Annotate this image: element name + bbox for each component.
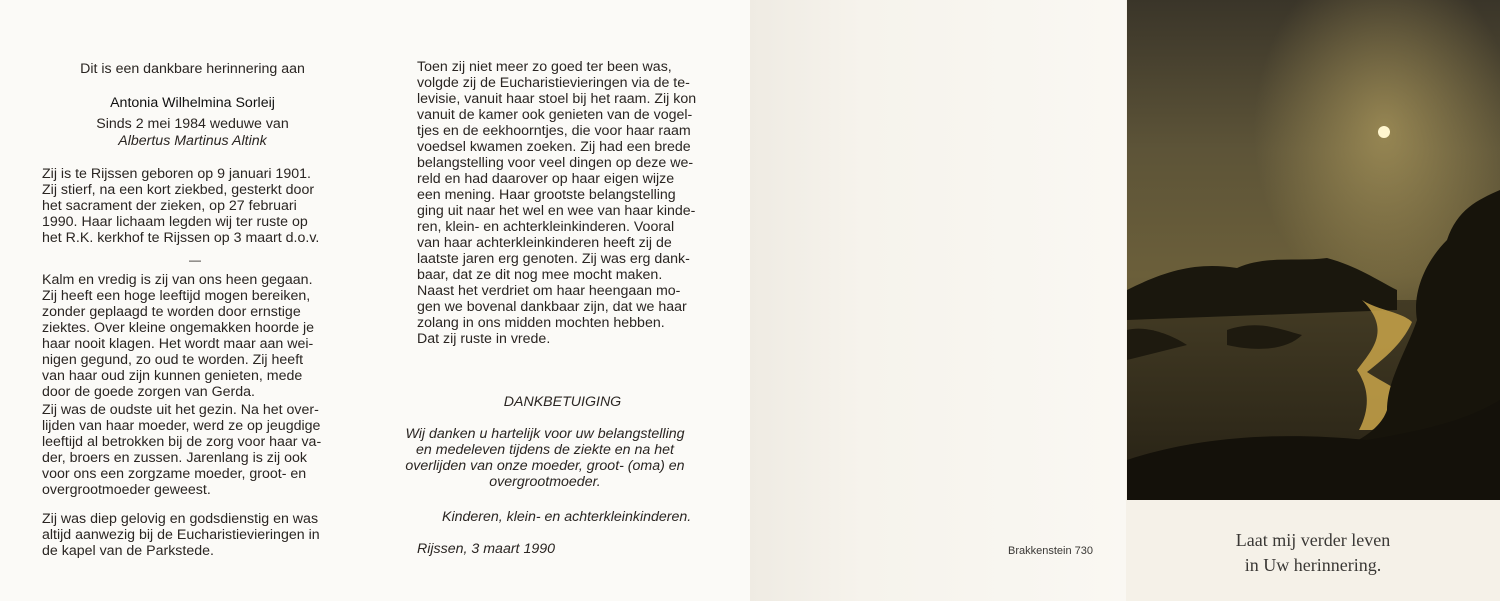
story-line: ren, klein- en achterkleinkinderen. Vooral [417,219,675,235]
story-line: reld en had daarover op haar eigen wijze [417,171,675,187]
story-line: altijd aanwezig bij de Eucharistievieringen in [42,527,320,543]
card-panel-left [0,0,375,601]
family-signature: Kinderen, klein- en achterkleinkinderen. [442,509,692,525]
story-line: voedsel kwamen zoeken. Zij had een brede [417,139,691,155]
photo-caption-line-1: Laat mij verder leven [1235,530,1391,550]
story-line: ziektes. Over kleine ongemakken hoorde je [42,320,315,336]
story-line: Dat zij ruste in vrede. [417,331,551,347]
bio-line: het R.K. kerkhof te Rijssen op 3 maart d.o.v. [42,230,320,246]
thanks-line: Wij danken u hartelijk voor uw belangstelling [405,426,685,442]
story-line: Zij was de oudste uit het gezin. Na het over- [42,402,319,418]
story-line: zolang in ons midden mochten hebben. [417,315,665,331]
bio-line: het sacrament der zieken, op 27 februari [42,198,297,214]
story-line: een mening. Haar grootste belangstelling [417,187,676,203]
story-line: ging uit naar het wel en wee van haar kinde- [417,203,696,219]
story-line: van haar oud zijn kunnen genieten, mede [42,368,303,384]
sun-icon [1378,126,1390,138]
place-date: Rijssen, 3 maart 1990 [417,541,556,557]
husband-name: Albertus Martinus Altink [118,133,267,149]
publisher-code: Brakkenstein 730 [1008,545,1093,557]
thanks-line: overgrootmoeder. [489,474,601,490]
photo-caption-line-2: in Uw herinnering. [1244,555,1382,575]
thanks-line: overlijden van onze moeder, groot- (oma) en [405,458,685,474]
sunset-river-illustration [1127,0,1500,500]
story-line: vanuit de kamer ook genieten van de vogel- [417,107,693,123]
story-line: de kapel van de Parkstede. [42,543,214,559]
story-line: levisie, vanuit haar stoel bij het raam. Zij kon [417,91,697,107]
deceased-name: Antonia Wilhelmina Sorleij [110,95,275,111]
story-line: nigen gegund, zo oud te worden. Zij heeft [42,352,304,368]
intro-text: Dit is een dankbare herinnering aan [80,61,305,77]
story-line: haar nooit klagen. Het wordt maar aan wei- [42,336,314,352]
story-line: van haar achterkleinkinderen heeft zij de [417,235,672,251]
bio-line: Zij is te Rijssen geboren op 9 januari 1901. [42,166,311,182]
story-line: voor ons een zorgzame moeder, groot- en [42,466,307,482]
story-line: Zij was diep gelovig en godsdienstig en was [42,511,319,527]
story-line: tjes en de eekhoorntjes, die voor haar raam [417,123,691,139]
thanks-title: DANKBETUIGING [503,394,622,410]
thanks-line: en medeleven tijdens de ziekte en na het [416,442,674,458]
widow-since: Sinds 2 mei 1984 weduwe van [96,116,289,132]
story-line: door de goede zorgen van Gerda. [42,384,255,400]
story-line: lijden van haar moeder, werd ze op jeugdige [42,418,321,434]
separator-dash: — [189,253,201,267]
bio-line: 1990. Haar lichaam legden wij ter ruste op [42,214,308,230]
story-line: Toen zij niet meer zo goed ter been was, [417,59,672,75]
story-line: leeftijd al betrokken bij de zorg voor haar va- [42,434,322,450]
story-line: overgrootmoeder geweest. [42,482,211,498]
story-line: baar, dat ze dit nog mee mocht maken. [417,267,663,283]
story-line: Kalm en vredig is zij van ons heen gegaan. [42,272,313,288]
bio-line: Zij stierf, na een kort ziekbed, gesterkt door [42,182,315,198]
story-line: der, broers en zussen. Jarenlang is zij ook [42,450,307,466]
card-panel-middle [375,0,750,601]
story-line: Naast het verdriet om haar heengaan mo- [417,283,681,299]
story-line: Zij heeft een hoge leeftijd mogen bereiken, [42,288,311,304]
story-line: laatste jaren erg genoten. Zij was erg dank- [417,251,690,267]
sunset-river-photo [1127,0,1500,500]
story-line: gen we bovenal dankbaar zijn, dat we haar [417,299,687,315]
card-panel-blank [750,0,1126,601]
story-line: volgde zij de Eucharistievieringen via de te- [417,75,690,91]
story-line: belangstelling voor veel dingen op deze we- [417,155,694,171]
story-line: zonder geplaagd te worden door ernstige [42,304,301,320]
